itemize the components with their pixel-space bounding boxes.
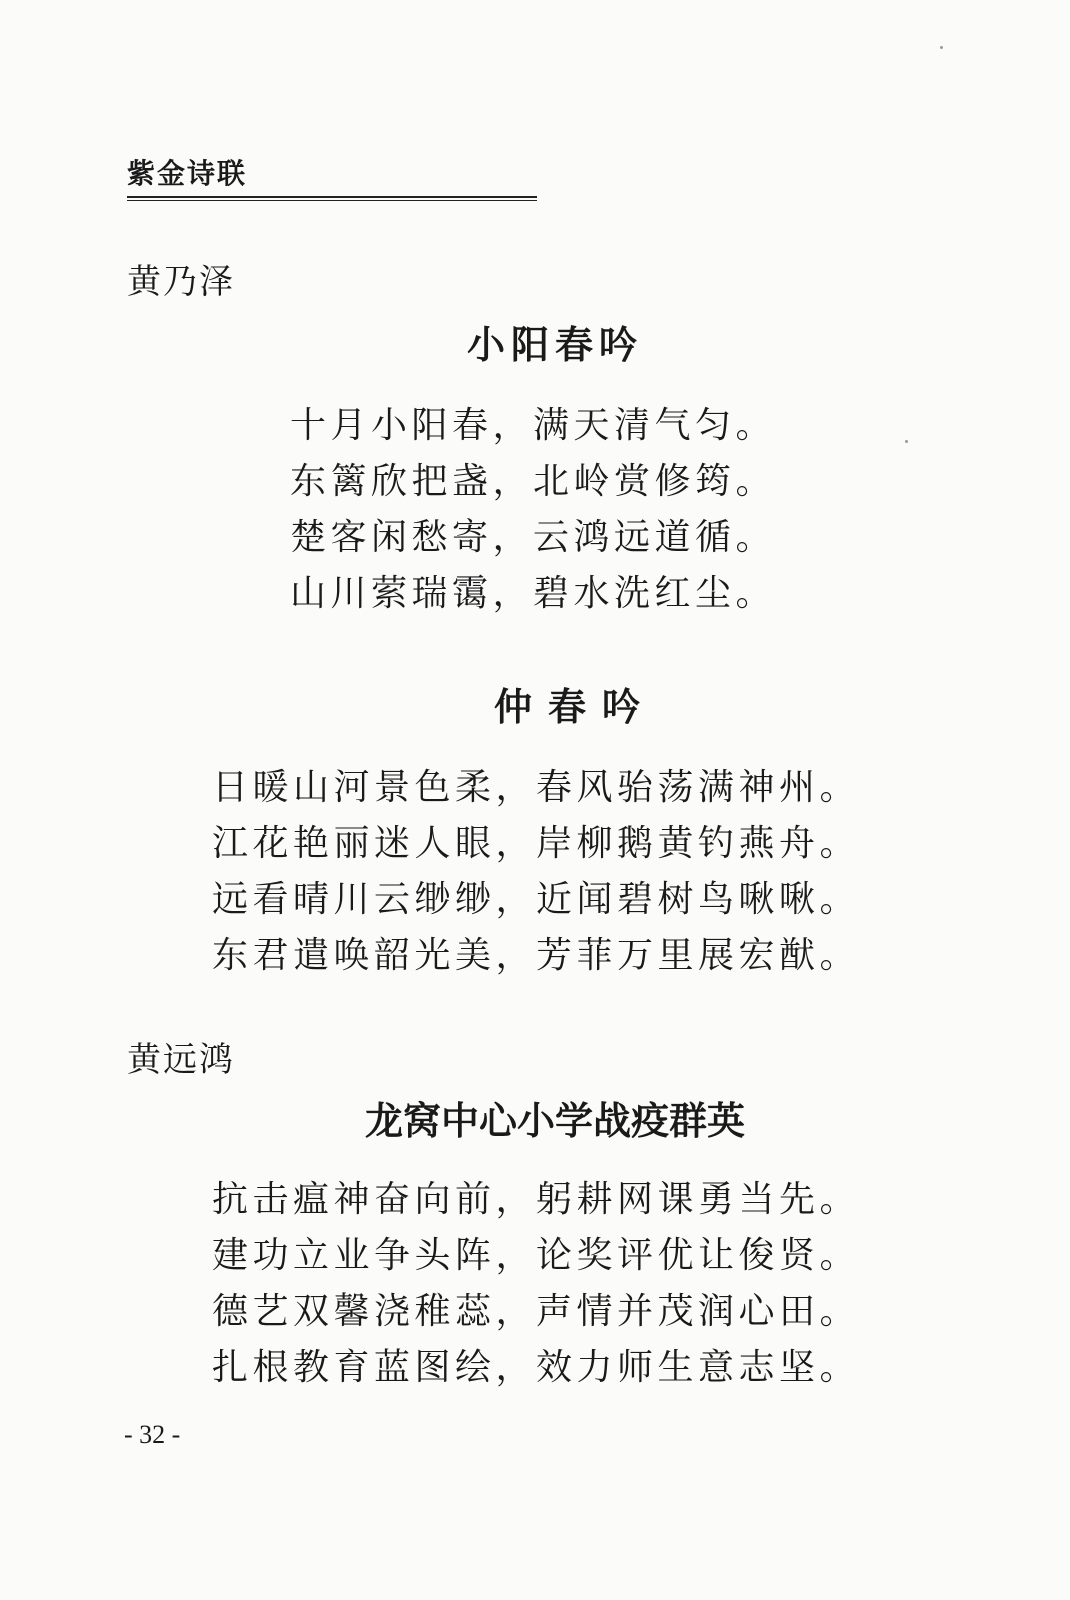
header-rule	[127, 196, 537, 201]
poem-lines	[212, 760, 860, 984]
author-name: 黄乃泽	[127, 262, 235, 302]
poem-line: 楚客闲愁寄，云鸿远道循。	[290, 517, 777, 558]
poem-line: 扎根教育蓝图绘，效力师生意志坚。	[212, 1347, 861, 1388]
poem-line: 德艺双馨浇稚蕊，声情并茂润心田。	[212, 1291, 861, 1332]
scan-speck	[940, 46, 943, 49]
poem-line: 建功立业争头阵，论奖评优让俊贤。	[212, 1235, 861, 1276]
poem-title: 仲春吟	[493, 684, 656, 729]
running-header	[127, 156, 537, 201]
author-name: 黄远鸿	[127, 1040, 235, 1080]
poem-line: 东篱欣把盏，北岭赏修筠。	[290, 461, 777, 502]
scan-speck	[905, 440, 908, 443]
poem-lines	[290, 398, 776, 622]
page-number: - 32 -	[124, 1420, 181, 1449]
poem-line: 东君遣唤韶光美，芳菲万里展宏猷。	[212, 935, 861, 976]
poem-line: 山川萦瑞霭，碧水洗红尘。	[290, 573, 777, 614]
poem-lines	[212, 1172, 860, 1396]
poem-title: 龙窝中心小学战疫群英	[364, 1098, 745, 1143]
poem-line: 日暖山河景色柔，春风骀荡满神州。	[212, 767, 861, 808]
poem-title: 小阳春吟	[466, 322, 643, 367]
poem-line: 江花艳丽迷人眼，岸柳鹅黄钓燕舟。	[212, 823, 861, 864]
poem-line: 十月小阳春，满天清气匀。	[290, 405, 777, 446]
poem-line: 抗击瘟神奋向前，躬耕网课勇当先。	[212, 1179, 861, 1220]
header-title: 紫金诗联	[127, 157, 248, 190]
poem-line: 远看晴川云缈缈，近闻碧树鸟啾啾。	[212, 879, 861, 920]
